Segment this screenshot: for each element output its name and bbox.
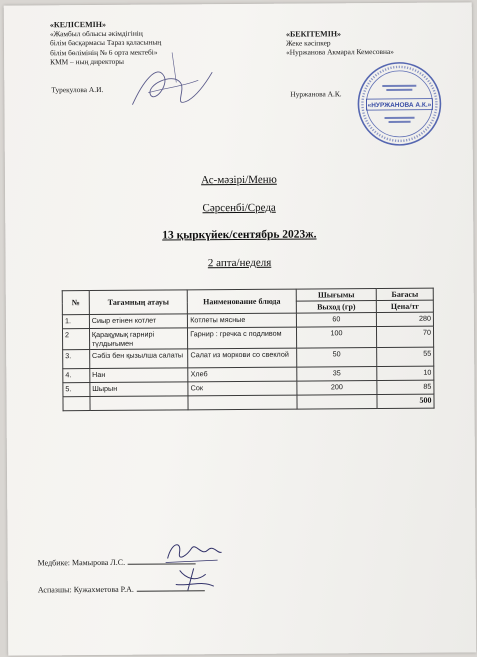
approval-right-line: Жеке кәсіпкер [285,38,331,48]
total-price: 500 [377,394,434,408]
approval-left-line: білім бөлімінің № 6 орта мектебі» [50,47,158,57]
director-signature-icon [102,42,223,123]
cell-no: 2 [62,329,89,350]
cell-output: 100 [296,327,377,349]
header-name-kz: Тағамның атауы [89,290,188,315]
cell-name-ru: Гарнир : гречка с подливом [188,327,297,349]
header-name-ru: Наименование блюда [187,289,296,314]
week-title: 2 апта/неделя [207,256,272,270]
director-signer: Турекулова А.И. [51,84,104,95]
approval-left-line: «Жамбыл облысы әкімдігінің [49,28,143,39]
nurse-label: Медбике: Мамырова Л.С. [37,557,126,568]
cook-label: Аспазшы: Кужахметова Р.А. [37,584,134,595]
cell-empty [90,396,189,411]
round-stamp-icon [356,61,443,148]
date-title: 13 қыркүйек/сентябрь 2023ж. [162,228,317,242]
cell-name-kz: Шырын [90,382,189,397]
cell-no: 4. [63,369,90,383]
cell-empty [63,397,90,411]
cell-name-ru: Сок [188,381,297,396]
approval-left-line: білім басқармасы Тараз қаласының [49,37,162,48]
document-page [4,2,477,655]
cell-no: 1. [62,315,89,329]
cell-name-kz: Нан [90,368,189,383]
cell-price: 10 [377,366,434,380]
cell-price: 70 [377,326,434,347]
header-output-ru: Выход (гр) [296,301,377,314]
stamp-center-text: «НУРЖАНОВА А.К.» [367,101,432,110]
cell-name-kz: Сәбіз бен қызылша салаты [89,349,188,369]
menu-title: Ас-мәзірі/Меню [201,173,277,187]
approval-right-heading: «БЕКІТЕМІН» [285,29,342,39]
cell-output: 60 [296,313,377,328]
cell-price: 85 [377,380,434,394]
header-price-ru: Цена/тг [377,300,434,312]
table-row [62,326,433,350]
total-row [63,394,434,411]
cook-signature-icon [166,564,226,596]
cell-name-kz: Сиыр етінен котлет [89,314,188,329]
cell-empty [297,395,378,410]
cell-price: 55 [377,347,434,366]
header-output-kz: Шығымы [296,289,377,302]
cell-output: 200 [297,381,378,396]
cell-name-kz: Қарақұмық гарнирі түлдығымен [89,328,188,350]
entrepreneur-signer: Нуржанова А.К. [290,89,342,99]
cell-name-ru: Хлеб [188,367,297,382]
cell-price: 280 [377,312,434,326]
menu-table [62,288,435,412]
cell-name-ru: Котлеты мясные [188,313,297,328]
cell-output: 35 [296,367,377,382]
cell-no: 3. [63,350,90,369]
table-row [63,347,434,369]
approval-right [286,28,456,57]
header-price-kz: Бағасы [376,288,433,300]
header-no: № [62,291,89,315]
approval-right-line: «Нуржанова Акмарал Кемесовна» [286,47,394,58]
approval-left-line: КММ – ның директоры [50,56,125,67]
day-title: Сәрсенбі/Среда [202,201,276,215]
cell-name-ru: Салат из моркови со свеклой [188,348,297,368]
approval-left-heading: «КЕЛІСЕМІН» [49,19,107,30]
cell-empty [188,395,297,410]
cell-no: 5. [63,383,90,397]
cell-output: 50 [296,348,377,368]
